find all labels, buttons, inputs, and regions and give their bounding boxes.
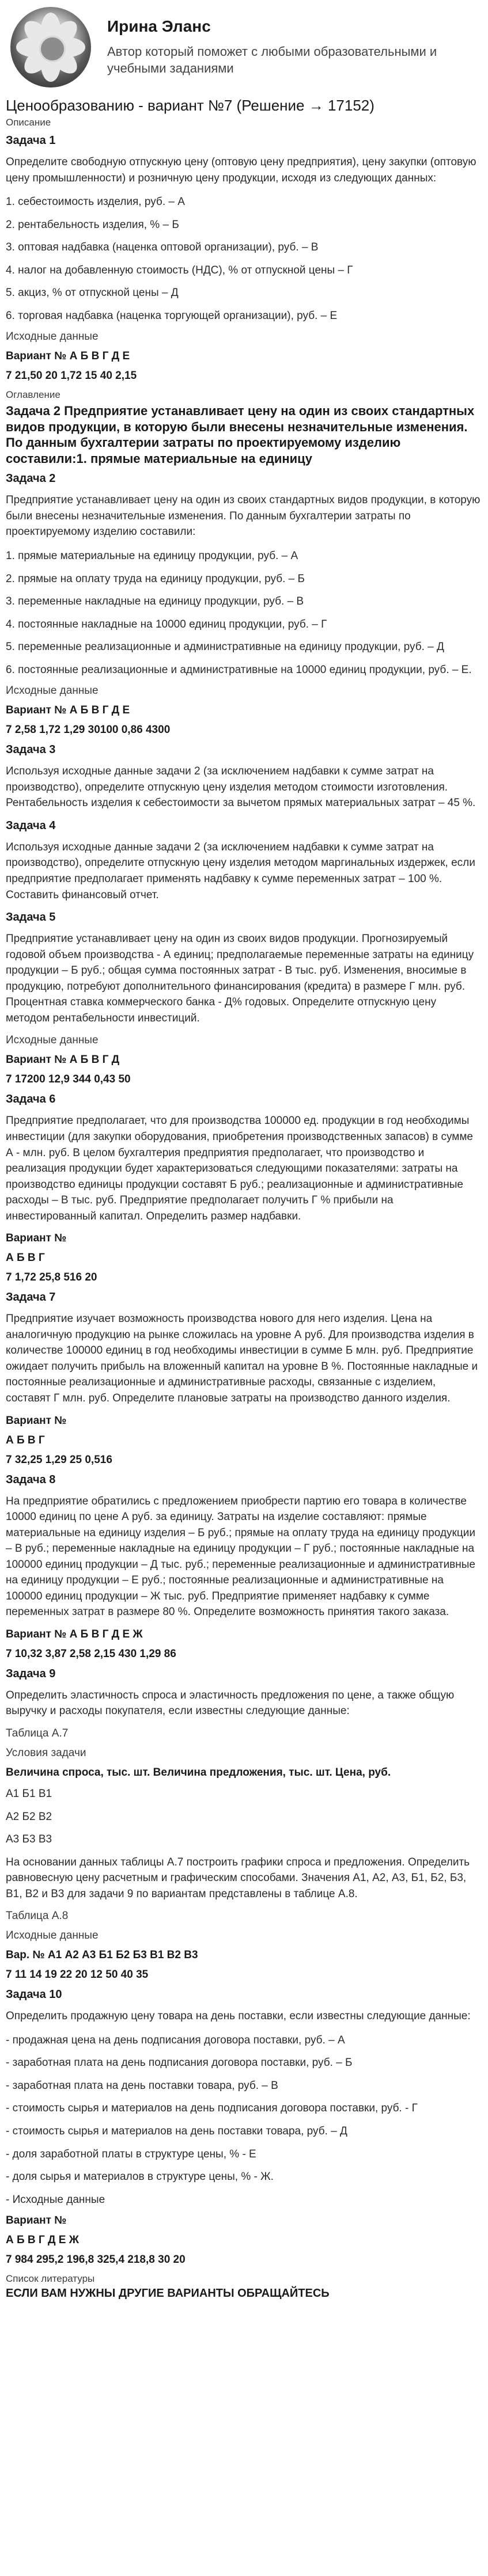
task1-intro: Определите свободную отпускную цену (оптовую цену предприятия), цену закупки (оптовую цену промышленности) и розничную цену продукции, исходя из следующих данных: (6, 156, 476, 184)
variant-letters: А Б В Г Д Е Ж (6, 2234, 79, 2247)
variant-values: 7 11 14 19 22 20 12 50 40 35 (6, 1969, 149, 1981)
footer-cta: ЕСЛИ ВАМ НУЖНЫ ДРУГИЕ ВАРИАНТЫ ОБРАЩАЙТЕСЬ (6, 2287, 330, 2300)
source-data-label: Исходные данные (6, 330, 99, 343)
variant-values: 7 32,25 1,29 25 0,516 (6, 1453, 112, 1466)
source-data-label: Исходные данные (6, 1034, 99, 1047)
task9-intro: Определить эластичность спроса и эластичность предложения по цене, а также общую выручку и расходы покупателя, если известны следующие данные: (6, 1689, 455, 1718)
source-data-label: Исходные данные (6, 685, 99, 697)
page-title: Ценообразованию - вариант №7 (Решение → 17152) (6, 97, 374, 114)
list-item: 2. рентабельность изделия, % – Б (6, 218, 179, 231)
variant-letters: А Б В Г (6, 1434, 45, 1446)
task2-intro: Предприятие устанавливает цену на один из своих стандартных видов продукции, в которую были внесены незначительные изменения. По данным бухгалтерии затраты по проектируемому изделию составили: (6, 494, 481, 538)
task9-text2: На основании данных таблицы А.7 построить графики спроса и предложения. Определить равновесную цену расчетным и графическим способами. Значения А1, А2, А3, Б1, Б2, Б3, В1, В2 и В3 для задачи 9 по вариантам представлены в таблице А.8. (6, 1856, 470, 1900)
task7-text: Предприятие изучает возможность производства нового для него изделия. Цена на аналогичную продукцию на рынке сложилась на уровне А руб. Для производства изделия в количестве 100000 единиц в год необходимы инвестиции в сумме Б млн. руб. Предприятие ожидает получить прибыль на вложенный капитал на уровне В %. Постоянные накладные и постоянные реализационные и административные расходы, связанные с изделием, составят Г млн. руб. Определите плановые затраты на производство данного изделия. (6, 1313, 478, 1404)
table-label: Таблица А.7 (6, 1727, 69, 1739)
variant-label: Вариант № (6, 1232, 67, 1245)
task9-title: Задача 9 (6, 1667, 56, 1680)
table-row: А3 Б3 В3 (6, 1833, 52, 1846)
table-header: Величина спроса, тыс. шт. Величина предложения, тыс. шт. Цена, руб. (6, 1766, 391, 1779)
list-item: - стоимость сырья и материалов на день поставки товара, руб. – Д (6, 2125, 347, 2137)
list-item: 6. торговая надбавка (наценка торгующей организации), руб. – Е (6, 309, 338, 322)
variant-letters: А Б В Г (6, 1252, 45, 1264)
list-item: 2. прямые на оплату труда на единицу продукции, руб. – Б (6, 572, 305, 585)
list-item: 4. постоянные накладные на 10000 единиц продукции, руб. – Г (6, 618, 327, 630)
list-item: 3. переменные накладные на единицу продукции, руб. – В (6, 595, 304, 608)
task10-intro: Определить продажную цену товара на день поставки, если известны следующие данные: (6, 2010, 471, 2023)
list-item: - Исходные данные (6, 2193, 105, 2206)
list-item: 1. прямые материальные на единицу продукции, руб. – А (6, 550, 298, 563)
author-card (6, 0, 482, 93)
variant-values: 7 2,58 1,72 1,29 30100 0,86 4300 (6, 724, 171, 736)
task5-title: Задача 5 (6, 911, 56, 924)
conditions-label: Условия задачи (6, 1746, 86, 1759)
table-row: А2 Б2 В2 (6, 1810, 52, 1823)
task4-text: Используя исходные данные задачи 2 (за исключением надбавки к сумме затрат на производство), определите отпускную цену изделия методом маргинальных издержек, если предприятие предполагает применять надбавку к сумме переменных затрат – 100 %. Составить финансовый отчет. (6, 841, 475, 901)
task8-text: На предприятие обратились с предложением приобрести партию его товара в количестве 10000 единиц по цене А руб. за единицу. Затраты на изделие составляют: прямые материальные на единицу изделия – Б руб.; прямые на оплату труда на единицу продукции – В руб.; переменные накладные на единицу продукции – Г руб.; постоянные накладные на 100000 единиц продукции – Д тыс. руб.; переменные реализационные и административные на единицу продукции – Е руб.; постоянные реализационные и административные на 100000 единиц продукции – Ж тыс. руб. Предприятие применяет надбавку к сумме переменных затрат в размере 80 %. Определите возможность принятия такого заказа. (6, 1495, 475, 1618)
task4-title: Задача 4 (6, 819, 56, 832)
list-item: - доля сырья и материалов в структуре цены, % - Ж. (6, 2171, 274, 2183)
description-label: Описание (6, 117, 51, 128)
variant-header: Вариант № А Б В Г Д (6, 1054, 120, 1066)
list-item: 5. переменные реализационные и административные на единицу продукции, руб. – Д (6, 641, 444, 654)
variant-header: Вариант № А Б В Г Д Е Ж (6, 1628, 143, 1640)
variant-header: Вариант № А Б В Г Д Е (6, 350, 130, 363)
list-item: - стоимость сырья и материалов на день подписания договора поставки, руб. - Г (6, 2102, 418, 2115)
list-item: 1. себестоимость изделия, руб. – А (6, 196, 185, 208)
variant-label: Вариант № (6, 2214, 67, 2227)
author-name[interactable]: Ирина Эланс (107, 17, 211, 36)
list-item: 4. налог на добавленную стоимость (НДС), % от отпускной цены – Г (6, 264, 353, 276)
list-item: 6. постоянные реализационные и административные на 10000 единиц продукции, руб. – Е. (6, 663, 472, 676)
task2-title: Задача 2 (6, 472, 56, 485)
task3-text: Используя исходные данные задачи 2 (за исключением надбавки к сумме затрат на производство), определите отпускную цену изделия методом стоимости изготовления. Рентабельность изделия к себестоимости за вычетом прямых материальных затрат – 45 %. (6, 765, 476, 810)
variant-values: 7 10,32 3,87 2,58 2,15 430 1,29 86 (6, 1647, 176, 1660)
source-data-label: Исходные данные (6, 1929, 99, 1942)
toc-label: Оглавление (6, 389, 60, 401)
list-item: 3. оптовая надбавка (наценка оптовой организации), руб. – В (6, 241, 319, 254)
list-item: - заработная плата на день подписания договора поставки, руб. – Б (6, 2057, 353, 2069)
task10-title: Задача 10 (6, 1988, 62, 2001)
task6-text: Предприятие предполагает, что для производства 100000 ед. продукции в год необходимы инвестиции (для закупки оборудования, приобретения производственных запасов) в сумме А - млн. руб. В целом бухгалтерия предприятия предполагает, что производство и реализация продукции будет характеризоваться следующими показателями: затраты на производство единицы продукции составят Б руб.; реализационные и административные расходы – В тыс. руб. Предприятие предполагает получить Г % прибыли на инвестированный капитал. Определить размер надбавки. (6, 1115, 473, 1222)
variant-values: 7 21,50 20 1,72 15 40 2,15 (6, 370, 137, 382)
variant-header: Вариант № А Б В Г Д Е (6, 704, 130, 717)
author-description: Автор который поможет с любыми образовательными и учебными заданиями (107, 44, 437, 75)
task8-title: Задача 8 (6, 1473, 56, 1486)
variant-label: Вариант № (6, 1414, 67, 1427)
task1-title: Задача 1 (6, 134, 56, 147)
task6-title: Задача 6 (6, 1093, 56, 1106)
table-label: Таблица А.8 (6, 1910, 69, 1922)
list-item: - продажная цена на день подписания договора поставки, руб. – А (6, 2034, 345, 2046)
literature-label: Список литературы (6, 2273, 95, 2285)
task3-title: Задача 3 (6, 743, 56, 757)
list-item: - заработная плата на день поставки товара, руб. – В (6, 2079, 278, 2092)
avatar[interactable] (10, 7, 91, 88)
table-row: А1 Б1 В1 (6, 1787, 52, 1800)
list-item: - доля заработной платы в структуре цены, % - Е (6, 2148, 256, 2160)
variant-values: 7 1,72 25,8 516 20 (6, 1271, 97, 1284)
task5-text: Предприятие устанавливает цену на один из своих видов продукции. Прогнозируемый годовой объем производства - А единиц; предполагаемые переменные затраты на единицу продукции – Б руб.; общая сумма постоянных затрат - В тыс. руб. Изменения, вносимые в продукцию, потребуют дополнительного финансирования (кредита) в размере Г млн. руб. Процентная ставка коммерческого банка - Д% годовых. Определите отпускную цену методом рентабельности инвестиций. (6, 933, 474, 1024)
task2-heading: Задача 2 Предприятие устанавливает цену на один из своих стандартных видов продукции, в которую были внесены незначительные изменения. По данным бухгалтерии затраты по проектируемому изделию составили:1. прямые материальные на единицу (6, 404, 475, 466)
variant-values: 7 17200 12,9 344 0,43 50 (6, 1073, 131, 1086)
task7-title: Задача 7 (6, 1291, 56, 1304)
variant-header: Вар. № А1 А2 А3 Б1 Б2 Б3 В1 В2 В3 (6, 1949, 198, 1962)
list-item: 5. акциз, % от отпускной цены – Д (6, 287, 179, 299)
variant-values: 7 984 295,2 196,8 325,4 218,8 30 20 (6, 2254, 186, 2266)
